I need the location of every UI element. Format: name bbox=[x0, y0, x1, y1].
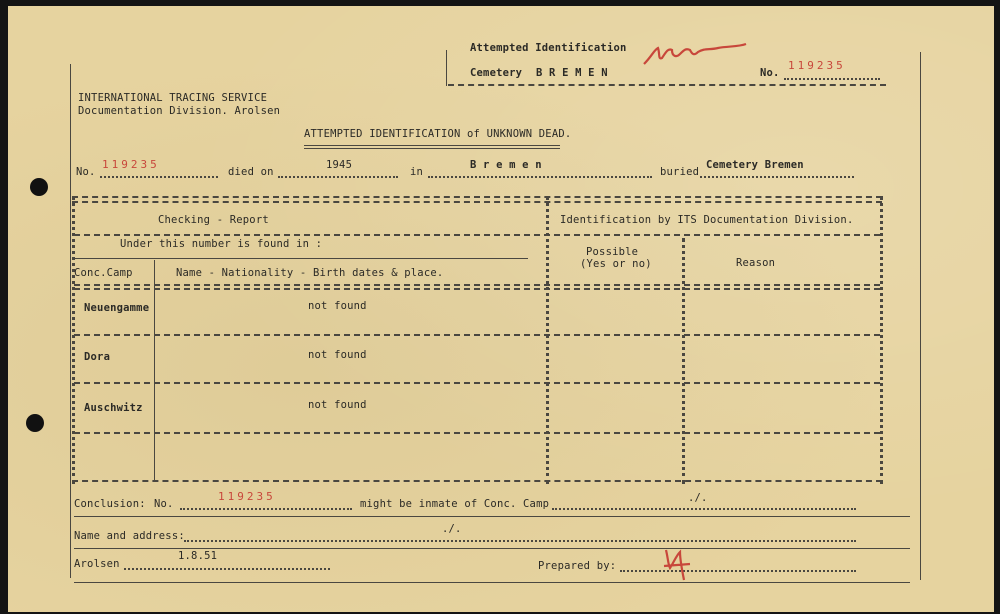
row-3-camp: Auschwitz bbox=[84, 402, 143, 414]
reason-header: Reason bbox=[736, 257, 776, 269]
under-number-line bbox=[74, 258, 528, 259]
record-in-label: in bbox=[410, 166, 424, 178]
table-top-border-2 bbox=[72, 201, 882, 203]
address-label: Name and address: bbox=[74, 530, 185, 542]
punch-hole-top bbox=[30, 178, 48, 196]
header-box-bottom-border bbox=[448, 84, 886, 86]
table-header-bottom bbox=[74, 284, 880, 286]
footer-date: 1.8.51 bbox=[178, 550, 218, 562]
form-right-border bbox=[920, 52, 921, 580]
org-line-1: INTERNATIONAL TRACING SERVICE bbox=[78, 92, 268, 104]
table-top-border bbox=[72, 196, 882, 198]
form-title: ATTEMPTED IDENTIFICATION of UNKNOWN DEAD. bbox=[304, 128, 572, 140]
record-buried-dots bbox=[700, 176, 854, 178]
header-red-initials bbox=[640, 38, 750, 68]
table-divider-main bbox=[546, 196, 549, 484]
conclusion-no-value: 119235 bbox=[218, 490, 276, 503]
title-underline bbox=[304, 145, 560, 149]
table-left-border bbox=[72, 196, 75, 484]
table-header-bottom-2 bbox=[74, 288, 880, 290]
conclusion-line bbox=[74, 516, 910, 517]
table-subheader-line bbox=[74, 234, 880, 236]
under-number-text: Under this number is found in : bbox=[120, 238, 323, 250]
header-cemetery-label: Cemetery bbox=[470, 67, 523, 79]
address-line bbox=[74, 548, 910, 549]
header-no-dots bbox=[784, 78, 880, 80]
row-1-bottom bbox=[74, 334, 880, 336]
table-divider-possible bbox=[682, 238, 685, 484]
row-3-result: not found bbox=[308, 399, 367, 411]
record-buried-value: Cemetery Bremen bbox=[706, 159, 804, 171]
attempted-identification-label: Attempted Identification bbox=[470, 42, 627, 54]
record-died-value: 1945 bbox=[326, 159, 353, 171]
conclusion-camp-dots bbox=[552, 508, 856, 510]
row-3-bottom bbox=[74, 432, 880, 434]
header-box-left-border bbox=[446, 50, 447, 86]
identification-header: Identification by ITS Documentation Division. bbox=[560, 214, 854, 226]
punch-hole-bottom bbox=[26, 414, 44, 432]
prepared-by-dots bbox=[620, 570, 856, 572]
conclusion-label: Conclusion: bbox=[74, 498, 146, 510]
conclusion-camp-value: ./. bbox=[688, 492, 708, 504]
conclusion-no-dots bbox=[180, 508, 352, 510]
record-no-dots bbox=[100, 176, 218, 178]
conclusion-no-label: No. bbox=[154, 498, 174, 510]
index-card bbox=[8, 6, 994, 612]
record-place-dots bbox=[428, 176, 652, 178]
record-no-value: 119235 bbox=[102, 158, 160, 171]
header-no-label: No. bbox=[760, 67, 780, 79]
record-died-label: died on bbox=[228, 166, 274, 178]
checking-report-header: Checking - Report bbox=[158, 214, 269, 226]
details-column-header: Name - Nationality - Birth dates & place. bbox=[176, 267, 444, 279]
header-no-value: 119235 bbox=[788, 59, 846, 72]
prepared-by-red-initials bbox=[660, 544, 696, 584]
footer-line bbox=[74, 582, 910, 583]
record-buried-label: buried bbox=[660, 166, 700, 178]
row-2-camp: Dora bbox=[84, 351, 111, 363]
table-bottom-border bbox=[72, 480, 882, 482]
row-1-result: not found bbox=[308, 300, 367, 312]
table-right-border bbox=[880, 196, 883, 484]
conc-camp-column-header: Conc.Camp bbox=[74, 267, 133, 279]
record-no-label: No. bbox=[76, 166, 96, 178]
footer-date-dots bbox=[124, 568, 330, 570]
org-line-2: Documentation Division. Arolsen bbox=[78, 105, 281, 117]
form-left-border bbox=[70, 64, 71, 578]
header-cemetery-name: B R E M E N bbox=[536, 67, 608, 79]
address-dots bbox=[184, 540, 856, 542]
possible-header: Possible bbox=[586, 246, 639, 258]
address-value: ./. bbox=[442, 523, 462, 535]
row-1-camp: Neuengamme bbox=[84, 302, 150, 314]
row-2-bottom bbox=[74, 382, 880, 384]
table-divider-camp bbox=[154, 260, 155, 480]
conclusion-might-be: might be inmate of Conc. Camp bbox=[360, 498, 550, 510]
record-place-value: B r e m e n bbox=[470, 159, 542, 171]
prepared-by-label: Prepared by: bbox=[538, 560, 617, 572]
row-2-result: not found bbox=[308, 349, 367, 361]
footer-place: Arolsen bbox=[74, 558, 120, 570]
possible-subheader: (Yes or no) bbox=[580, 258, 652, 270]
record-died-dots bbox=[278, 176, 398, 178]
